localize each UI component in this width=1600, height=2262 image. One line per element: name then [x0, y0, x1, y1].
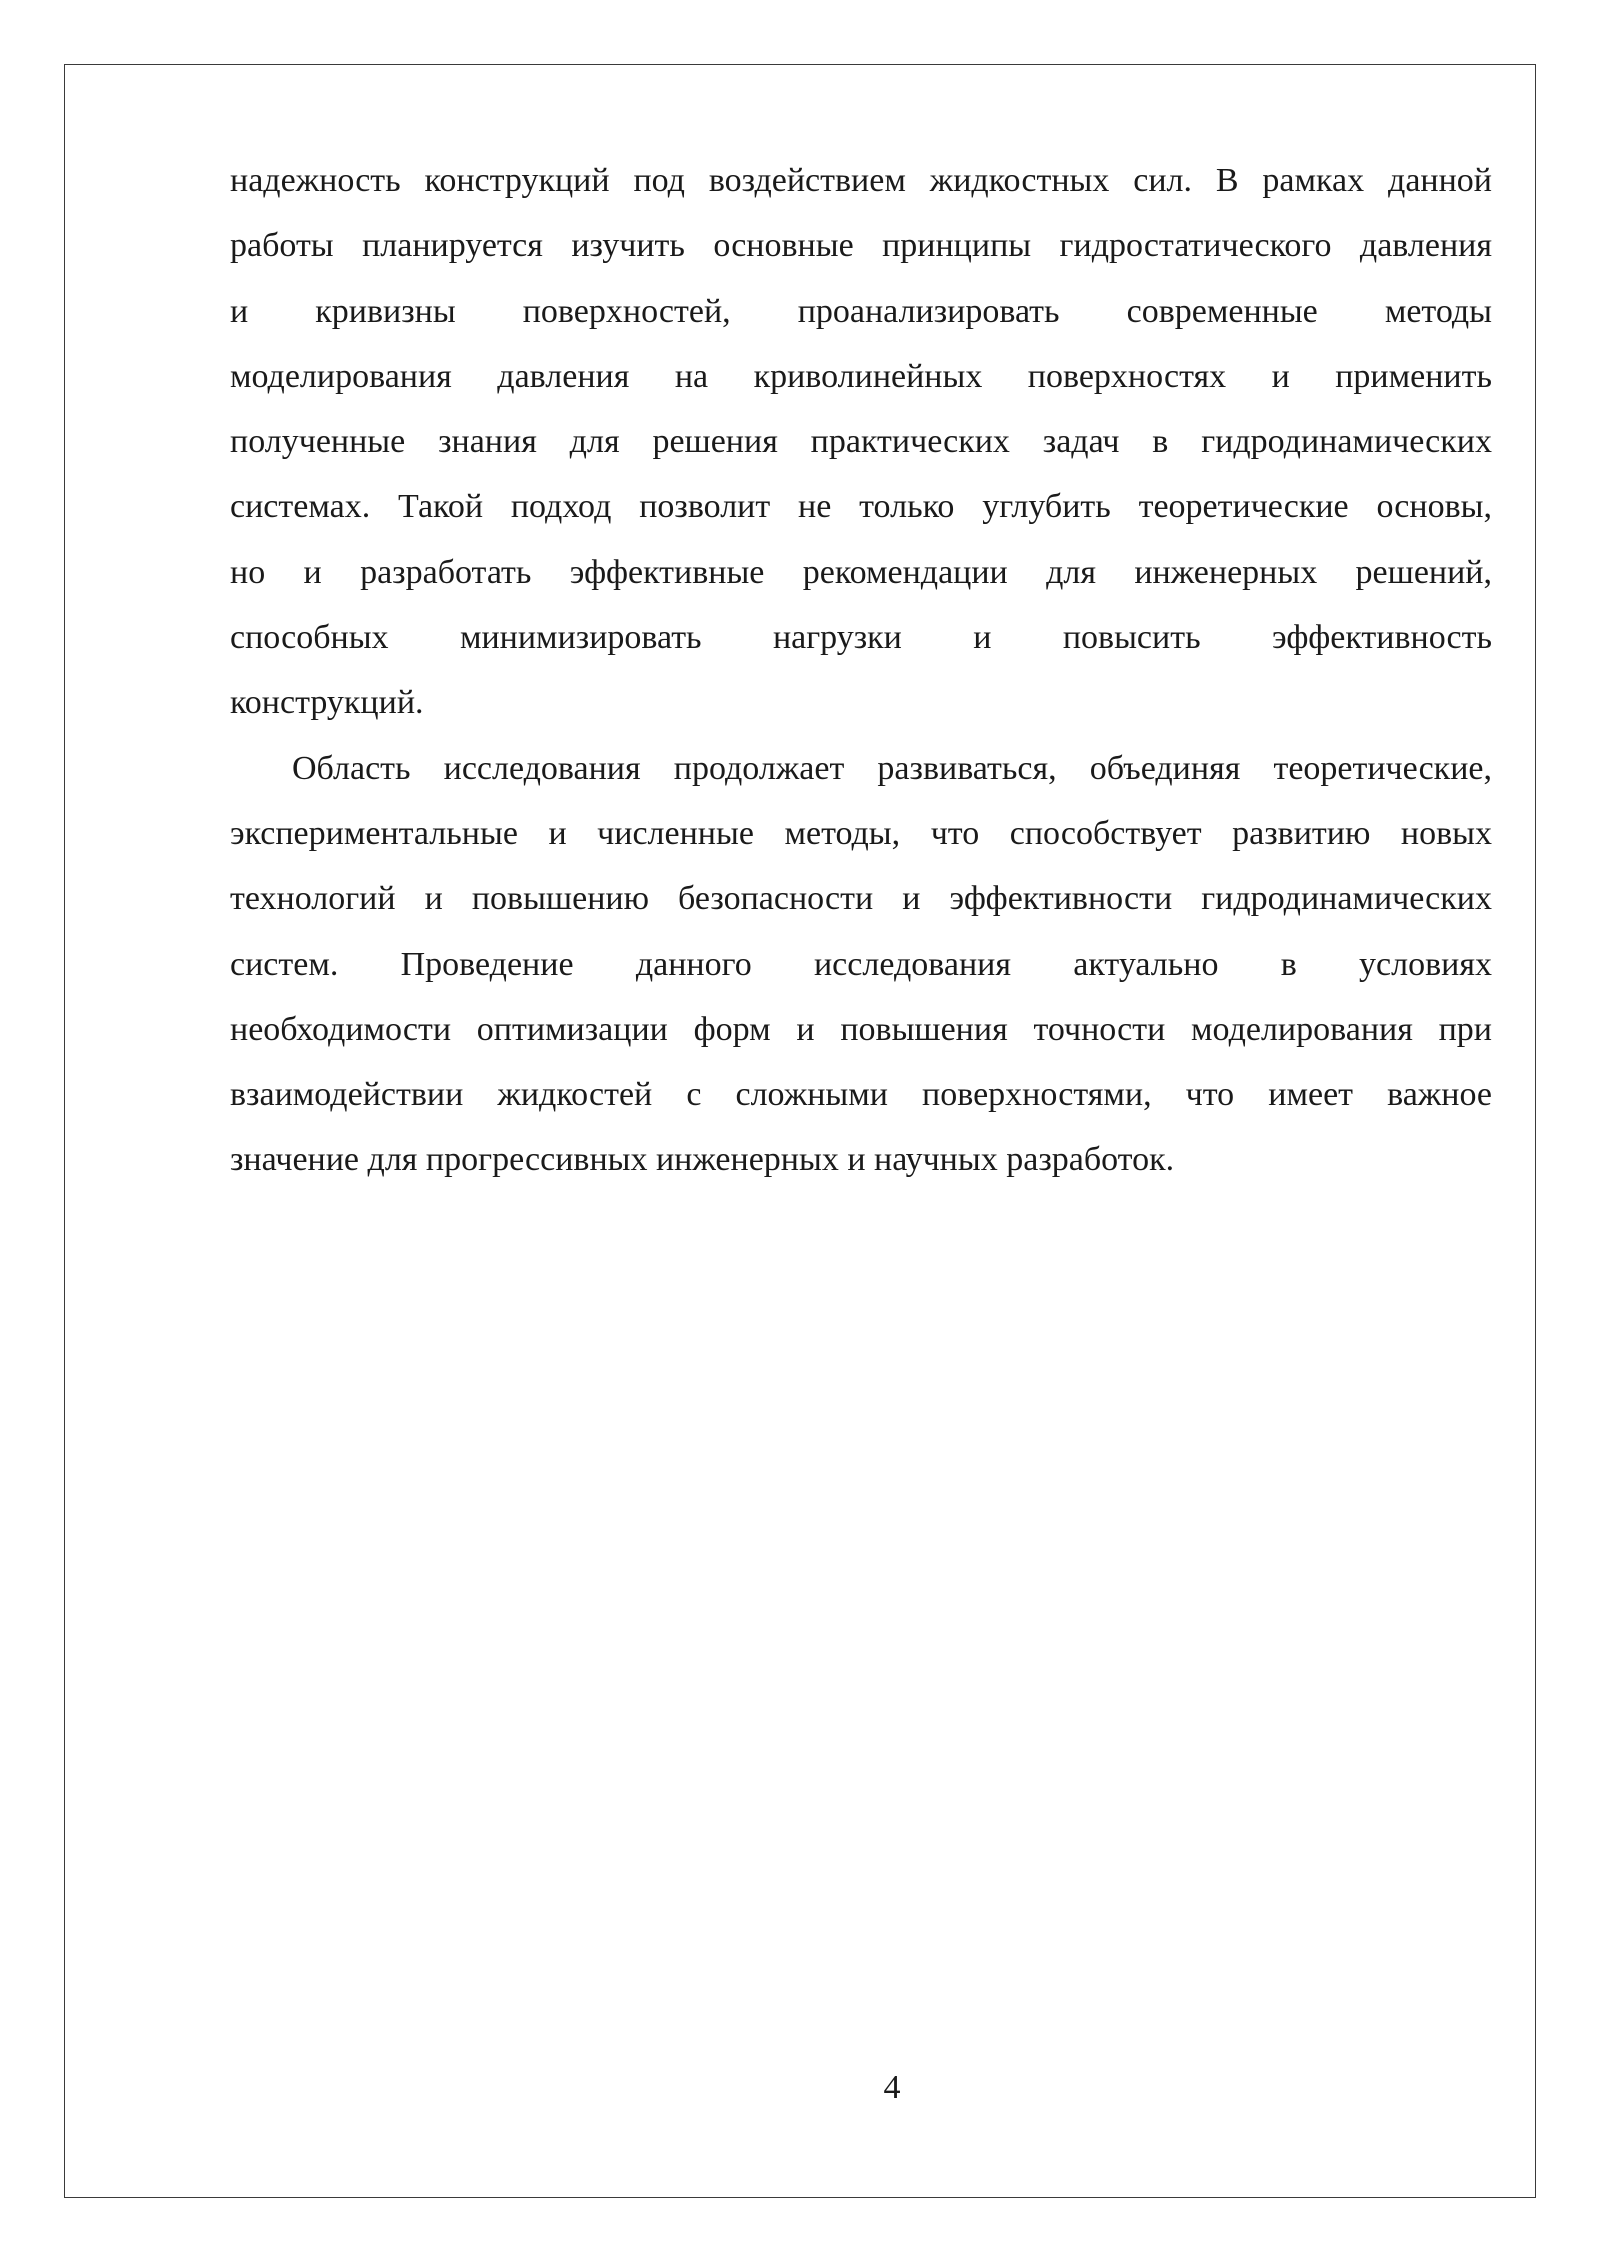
- paragraph-line: систем. Проведение данного исследования актуально в условиях: [230, 945, 1492, 983]
- paragraph-2: [230, 736, 1492, 1193]
- paragraph-line: системах. Такой подход позволит не только углубить теоретические основы,: [230, 488, 1492, 526]
- paragraph-line: значение для прогрессивных инженерных и научных разработок.: [230, 1141, 1175, 1179]
- paragraph-line: конструкций.: [230, 684, 424, 722]
- paragraph-1: [230, 148, 1492, 736]
- paragraph-line: взаимодействии жидкостей с сложными поверхностями, что имеет важное: [230, 1076, 1492, 1114]
- paragraph-line: полученные знания для решения практических задач в гидродинамических: [230, 423, 1492, 461]
- paragraph-line: надежность конструкций под воздействием жидкостных сил. В рамках данной: [230, 162, 1492, 199]
- paragraph-line: моделирования давления на криволинейных поверхностях и применить: [230, 357, 1492, 395]
- paragraph-line: технологий и повышению безопасности и эффективности гидродинамических: [230, 880, 1492, 918]
- paragraph-line: экспериментальные и численные методы, что способствует развитию новых: [230, 814, 1492, 852]
- paragraph-line: способных минимизировать нагрузки и повысить эффективность: [230, 619, 1492, 657]
- paragraph-line: и кривизны поверхностей, проанализировать современные методы: [230, 292, 1492, 330]
- page-number: 4: [883, 2069, 901, 2106]
- paragraph-line: Область исследования продолжает развиваться, объединяя теоретические,: [292, 749, 1492, 787]
- paragraph-line: но и разработать эффективные рекомендации для инженерных решений,: [230, 553, 1492, 591]
- paragraph-line: работы планируется изучить основные принципы гидростатического давления: [230, 227, 1492, 265]
- document-body: [230, 148, 1492, 1193]
- paragraph-line: необходимости оптимизации форм и повышения точности моделирования при: [230, 1010, 1492, 1048]
